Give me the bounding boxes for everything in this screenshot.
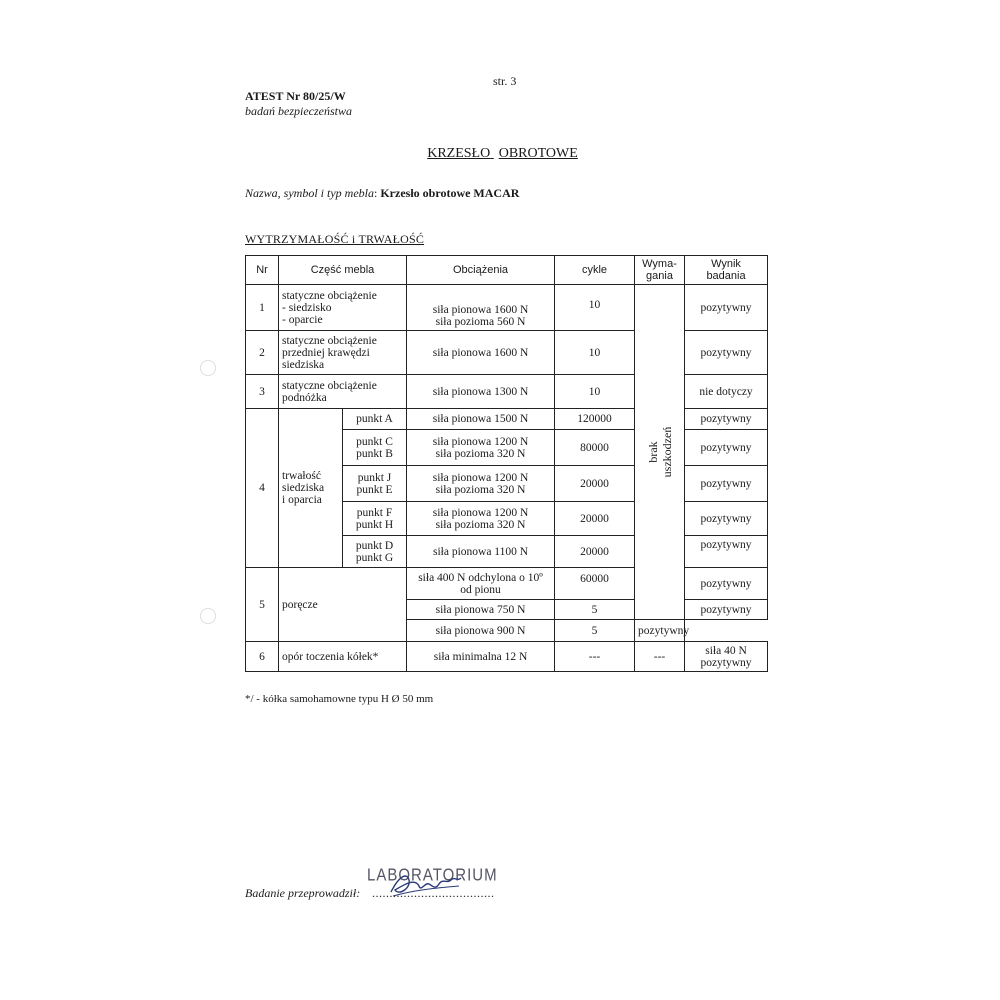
row-nr: 3 xyxy=(246,375,279,409)
row-load xyxy=(407,642,555,672)
part-line: statyczne obciążenie xyxy=(282,334,377,347)
requirement-line-2: uszkodzeń xyxy=(659,426,674,478)
row-load xyxy=(407,331,555,375)
row-load xyxy=(407,568,555,600)
part-line: podnóżka xyxy=(282,391,327,404)
footnote: */ - kółka samohamowne typu H Ø 50 mm xyxy=(245,693,434,705)
row-nr: 1 xyxy=(246,285,279,331)
row-nr: 6 xyxy=(246,642,279,672)
row-cycles: 80000 xyxy=(555,430,635,466)
row-part xyxy=(279,285,407,331)
part-line: trwałość xyxy=(282,470,321,482)
load-line: siła pionowa 1600 N xyxy=(432,304,529,316)
point-line: punkt C xyxy=(356,435,393,448)
row-result: pozytywny xyxy=(685,466,768,502)
header-req-line-2: gania xyxy=(646,270,673,282)
product-value: Krzesło obrotowe MACAR xyxy=(380,186,520,200)
signature-label: Badanie przeprowadził: xyxy=(245,886,361,900)
part-line: opór toczenia kółek* xyxy=(282,650,379,663)
row-cycles: 60000 xyxy=(555,568,635,600)
header-part: Część mebla xyxy=(279,256,407,285)
header-load: Obciążenia xyxy=(407,256,555,285)
load-line: siła pozioma 320 N xyxy=(435,518,526,531)
load-line: siła pozioma 560 N xyxy=(435,316,526,328)
load-line: siła pionowa 1200 N xyxy=(432,471,529,484)
sub-point xyxy=(343,502,407,536)
point-line: punkt J xyxy=(357,471,392,484)
laboratory-stamp: LABORATORIUM xyxy=(367,865,498,886)
row-result: pozytywny xyxy=(685,409,768,430)
point-line: punkt G xyxy=(355,551,394,564)
result-line: siła 40 N xyxy=(705,644,747,657)
signature-line: ................................... xyxy=(372,886,495,900)
section-title: WYTRZYMAŁOŚĆ i TRWAŁOŚĆ xyxy=(245,232,425,246)
point-line: punkt A xyxy=(356,413,393,425)
product-name-line xyxy=(245,186,519,201)
row-result: pozytywny xyxy=(685,331,768,375)
header-result-line-2: badania xyxy=(706,270,746,282)
results-table xyxy=(245,255,768,672)
row-cycles: --- xyxy=(555,642,635,672)
result-line: pozytywny xyxy=(700,656,752,669)
row-part xyxy=(279,331,407,375)
row-cycles: 20000 xyxy=(555,536,635,568)
document-title xyxy=(0,146,1000,162)
load-line: siła pionowa 1200 N xyxy=(432,435,529,448)
row-load xyxy=(407,375,555,409)
document-subtitle: badań bezpieczeństwa xyxy=(245,104,352,118)
requirement-line-1: brak xyxy=(645,441,660,463)
part-line: przedniej krawędzi xyxy=(282,346,370,359)
row-result: pozytywny xyxy=(685,430,768,466)
table-row xyxy=(246,285,768,331)
load-line: siła 400 N odchylona o 10º xyxy=(418,571,543,584)
row-part xyxy=(279,642,407,672)
point-line: punkt B xyxy=(356,447,393,460)
row-result: pozytywny xyxy=(685,285,768,331)
row-cycles: 5 xyxy=(555,620,635,642)
part-line: siedziska xyxy=(282,358,325,371)
row-load xyxy=(407,409,555,430)
header-requirement xyxy=(635,256,685,285)
row-nr: 2 xyxy=(246,331,279,375)
row-cycles: 10 xyxy=(555,375,635,409)
row-part xyxy=(279,409,343,568)
row-cycles: 10 xyxy=(555,285,635,331)
point-line: punkt F xyxy=(356,506,393,519)
point-line: punkt E xyxy=(356,483,393,496)
part-line: statyczne obciążenie xyxy=(282,289,377,302)
header-req-line-1: Wyma- xyxy=(642,258,677,270)
load-line: siła pionowa 1100 N xyxy=(432,545,529,558)
part-line: - siedzisko xyxy=(282,301,332,314)
row-cycles: 10 xyxy=(555,331,635,375)
load-line: siła pionowa 1500 N xyxy=(432,413,529,425)
table-row xyxy=(246,331,768,375)
row-cycles: 120000 xyxy=(555,409,635,430)
row-result: pozytywny xyxy=(685,568,768,600)
row-load xyxy=(407,502,555,536)
row-nr: 4 xyxy=(246,409,279,568)
row-result xyxy=(685,642,768,672)
row-result: pozytywny xyxy=(685,536,768,568)
page-number: str. 3 xyxy=(493,74,517,88)
sub-point xyxy=(343,409,407,430)
part-line: siedziska xyxy=(282,482,325,494)
load-line: siła pionowa 750 N xyxy=(435,603,526,616)
table-row xyxy=(246,375,768,409)
table-header-row xyxy=(246,256,768,285)
requirement-text xyxy=(646,427,674,478)
row-load xyxy=(407,620,555,642)
punch-hole xyxy=(200,360,216,376)
part-line: - oparcie xyxy=(282,313,323,326)
sub-point xyxy=(343,466,407,502)
load-line: siła pionowa 900 N xyxy=(435,624,526,637)
table-row xyxy=(246,642,768,672)
table-row xyxy=(246,409,768,430)
part-line: i oparcia xyxy=(282,494,322,506)
table-row xyxy=(246,568,768,600)
row-cycles: 20000 xyxy=(555,466,635,502)
part-line: statyczne obciążenie xyxy=(282,379,377,392)
product-label: Nazwa, symbol i typ mebla xyxy=(245,186,374,200)
title-part-1: KRZESŁO xyxy=(427,146,491,161)
row-result: nie dotyczy xyxy=(685,375,768,409)
sub-point xyxy=(343,430,407,466)
header-nr: Nr xyxy=(246,256,279,285)
header-result-line-1: Wynik xyxy=(711,258,741,270)
row-part xyxy=(279,568,407,642)
product-separator: : xyxy=(374,186,381,200)
row-result: pozytywny xyxy=(685,502,768,536)
point-line: punkt D xyxy=(355,539,394,552)
sub-point xyxy=(343,536,407,568)
row-part xyxy=(279,375,407,409)
load-line: siła pionowa 1300 N xyxy=(432,385,529,398)
load-line: siła pozioma 320 N xyxy=(435,447,526,460)
row-requirement: --- xyxy=(635,642,685,672)
punch-hole xyxy=(200,608,216,624)
title-part-2: OBROTOWE xyxy=(498,146,578,161)
row-load xyxy=(407,600,555,620)
load-line: siła pionowa 1200 N xyxy=(432,506,529,519)
load-line: siła pozioma 320 N xyxy=(435,483,526,496)
part-line: poręcze xyxy=(282,598,318,611)
document-id: ATEST Nr 80/25/W xyxy=(245,89,346,103)
row-load xyxy=(407,430,555,466)
load-line: siła minimalna 12 N xyxy=(433,650,528,663)
load-line: od pionu xyxy=(460,583,501,596)
row-load xyxy=(407,536,555,568)
requirement-merged-cell xyxy=(635,285,685,620)
row-load xyxy=(407,466,555,502)
header-result xyxy=(685,256,768,285)
load-line: siła pionowa 1600 N xyxy=(432,346,529,359)
row-result: pozytywny xyxy=(635,620,685,642)
row-nr: 5 xyxy=(246,568,279,642)
point-line: punkt H xyxy=(355,518,394,531)
row-load xyxy=(407,285,555,331)
header-cycles: cykle xyxy=(555,256,635,285)
row-result: pozytywny xyxy=(685,600,768,620)
row-cycles: 5 xyxy=(555,600,635,620)
row-cycles: 20000 xyxy=(555,502,635,536)
